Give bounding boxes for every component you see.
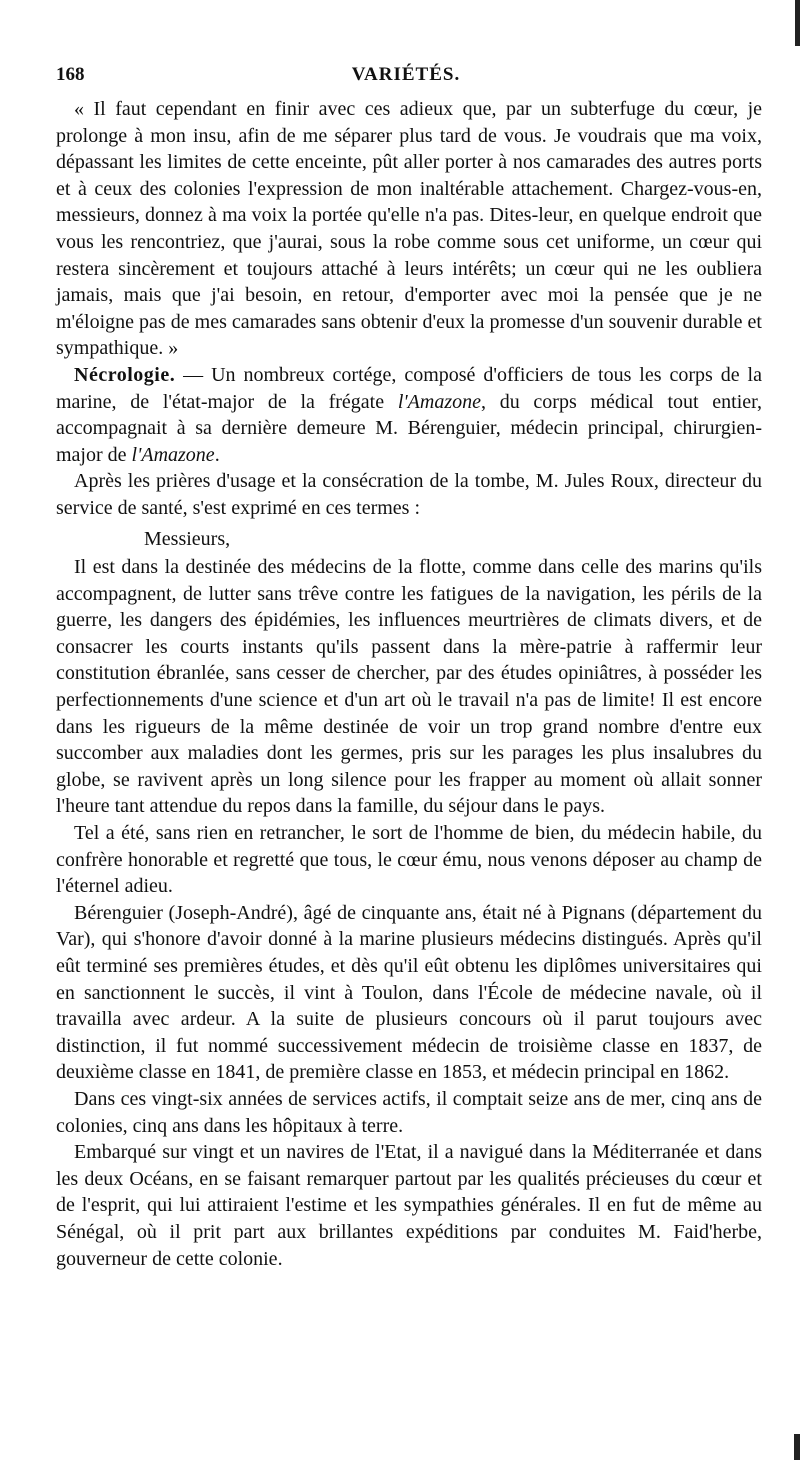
page-header xyxy=(56,64,756,90)
speech-paragraph-5: Embarqué sur vingt et un navires de l'Etat, il a navigué dans la Méditerranée et dans les deux Océans, en se faisant remarquer partout par les qualités précieuses du cœur et de l'esprit, qui lui attiraient l'estime et les sympathies générales. Il en fut de même au Sénégal, où il prit part aux brillantes expéditions par conduites M. Faid'herbe, gouverneur de cette colonie. xyxy=(56,1141,762,1270)
necrology-paragraph xyxy=(56,362,762,468)
body-text xyxy=(56,96,762,1272)
scan-edge-shadow-bottom xyxy=(794,1434,800,1460)
speech-paragraph-2: Tel a été, sans rien en retrancher, le sort de l'homme de bien, du médecin habile, du confrère honorable et regretté que tous, le cœur ému, nous venons déposer au champ de l'éternel adieu. xyxy=(56,822,762,898)
speech-paragraph-3: Bérenguier (Joseph-André), âgé de cinquante ans, était né à Pignans (département du Var), qui s'honore d'avoir donné à la marine plusieurs médecins distingués. Après qu'il eût terminé ses premières études, et dès qu'il eût obtenu les diplômes universitaires qui en sanctionnent le succès, il vint à Toulon, dans l'École de médecine navale, où il travailla avec ardeur. A la suite de plusieurs concours où il parut toujours avec distinction, il fut nommé successivement médecin de troisième classe en 1837, de deuxième classe en 1841, de première classe en 1853, et médecin principal en 1862. xyxy=(56,901,762,1084)
salutation: Messieurs, xyxy=(144,527,231,550)
page-number: 168 xyxy=(56,64,85,85)
speech-paragraph-1: Il est dans la destinée des médecins de la flotte, comme dans celle des marins qu'ils accompagnent, de lutter sans trêve contre les fatigues de la navigation, les périls de la guerre, les dangers des épidémies, les influences meurtrières de climats divers, et de consacrer les courts instants qu'ils passent dans la mère-patrie à raffermir leur constitution ébranlée, sans cesser de chercher, par des études opiniâtres, à posséder les perfectionnements d'une science et d'un art où le travail n'a pas de limite! Il est encore dans les rigueurs de la même destinée de voir un trop grand nombre d'entre eux succomber aux maladies dont les germes, pris sur les parages les plus insalubres du globe, se ravivent après un long silence pour les frapper au moment où allait sonner l'heure tant attendue du repos dans la famille, du séjour dans le pays. xyxy=(56,556,762,818)
scan-edge-shadow-top xyxy=(795,0,800,46)
running-head: VARIÉTÉS. xyxy=(351,64,461,85)
necrology-rubric: Nécrologie. xyxy=(74,363,176,386)
necrology-text-2: , du corps médical tout entier, accompagnait à sa dernière demeure M. Bérenguier, médecin principal, chirurgien-major de xyxy=(56,390,762,466)
ship-name-2: l'Amazone xyxy=(131,443,215,466)
quote-paragraph: « Il faut cependant en finir avec ces adieux que, par un subterfuge du cœur, je prolonge à mon insu, afin de me séparer plus tard de vous. Je voudrais que ma voix, dépassant les limites de cette enceinte, pût aller porter à nos camarades des autres ports et à ceux des colonies l'expression de mon inaltérable attachement. Chargez-vous-en, messieurs, donnez à ma voix la portée qu'elle n'a pas. Dites-leur, en quelque endroit que vous les rencontriez, que j'aurai, sous la robe comme sous cet uniforme, un cœur qui restera sincèrement et toujours attaché à leurs intérêts; un cœur qui ne les oubliera jamais, mais que j'ai besoin, en retour, d'emporter avec moi la pensée que je ne m'éloigne pas de mes camarades sans obtenir d'eux la promesse d'un souvenir durable et sympathique. » xyxy=(56,98,762,360)
speech-paragraph-4: Dans ces vingt-six années de services actifs, il comptait seize ans de mer, cinq ans de colonies, cinq ans dans les hôpitaux à terre. xyxy=(56,1087,762,1137)
intro-paragraph: Après les prières d'usage et la consécration de la tombe, M. Jules Roux, directeur du service de santé, s'est exprimé en ces termes : xyxy=(56,470,762,519)
ship-name-1: l'Amazone xyxy=(397,390,481,413)
necrology-text-3: . xyxy=(214,443,220,466)
necrology-text-1: — Un nombreux cortége, composé d'officiers de tous les corps de la marine, de l'état-major de la frégate xyxy=(56,363,762,413)
